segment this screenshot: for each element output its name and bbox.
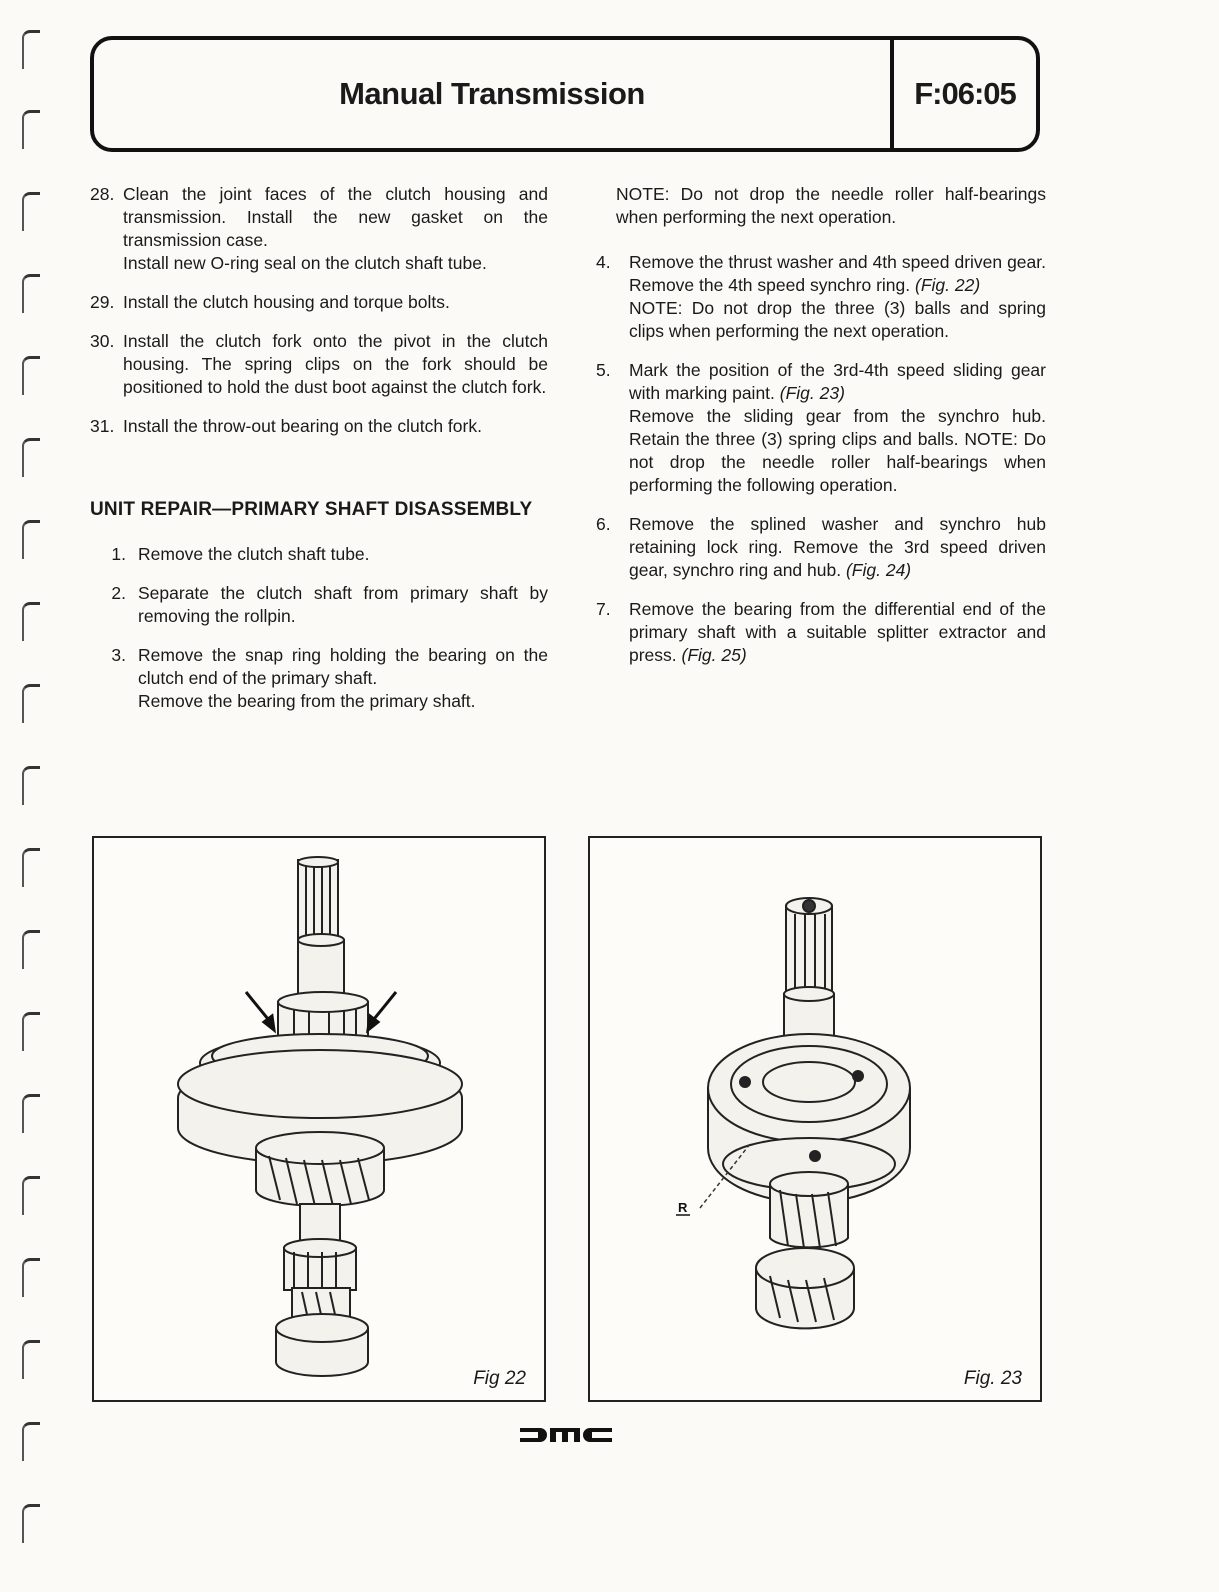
step-6 xyxy=(596,513,1046,582)
step-text: Remove the bearing from the differential end of the primary shaft with a suitable splitter extractor and press. xyxy=(629,599,1046,665)
step-text: Install the clutch fork onto the pivot in the clutch housing. The spring clips on the fork should be positioned to hold the dust boot against the clutch fork. xyxy=(123,331,548,397)
synchro-hub-illustration xyxy=(590,838,1040,1400)
primary-shaft-illustration xyxy=(94,838,544,1400)
figure-label-r: R xyxy=(678,1200,688,1215)
step-number: 5. xyxy=(596,360,611,380)
figure-reference: (Fig. 23) xyxy=(779,383,845,403)
dmc-logo-icon xyxy=(520,1424,612,1446)
figure-22 xyxy=(92,836,546,1402)
page-header xyxy=(90,36,1040,152)
step-number: 7. xyxy=(596,599,611,619)
step-text: Remove the thrust washer and 4th speed driven gear. Remove the 4th speed synchro ring. xyxy=(629,252,1046,295)
section-heading: UNIT REPAIR—PRIMARY SHAFT DISASSEMBLY xyxy=(90,499,533,520)
page-code: F:06:05 xyxy=(914,76,1016,111)
step-1 xyxy=(90,543,548,566)
step-28 xyxy=(90,183,548,275)
step-number: 30. xyxy=(90,331,115,351)
step-text: Remove the bearing from the primary shaft. xyxy=(138,691,476,711)
left-column xyxy=(90,183,548,729)
step-text: Install the throw-out bearing on the clutch fork. xyxy=(123,416,482,436)
step-4 xyxy=(596,251,1046,343)
note-text: NOTE: Do not drop the needle roller half-bearings when performing the next operation. xyxy=(616,184,1046,227)
step-note: Remove the sliding gear from the synchro hub. Retain the three (3) spring clips and balls. NOTE: Do not drop the needle roller half-bearings when performing the following operation. xyxy=(629,406,1046,495)
step-30 xyxy=(90,330,548,399)
step-3 xyxy=(90,644,548,713)
step-text: Install new O-ring seal on the clutch shaft tube. xyxy=(123,253,487,273)
step-number: 31. xyxy=(90,416,115,436)
step-5 xyxy=(596,359,1046,497)
step-text: Remove the snap ring holding the bearing on the clutch end of the primary shaft. xyxy=(138,645,548,688)
binder-holes xyxy=(22,30,52,1570)
step-text: Mark the position of the 3rd-4th speed sliding gear with marking paint. xyxy=(629,360,1046,403)
step-number: 28. xyxy=(90,184,115,204)
step-number: 6. xyxy=(596,514,611,534)
step-number: 2. xyxy=(111,583,126,603)
step-text: Separate the clutch shaft from primary shaft by removing the rollpin. xyxy=(138,583,548,626)
step-7 xyxy=(596,598,1046,667)
step-number: 1. xyxy=(111,544,126,564)
figure-23 xyxy=(588,836,1042,1402)
step-2 xyxy=(90,582,548,628)
step-text: Remove the clutch shaft tube. xyxy=(138,544,370,564)
step-number: 29. xyxy=(90,292,115,312)
figure-reference: (Fig. 25) xyxy=(681,645,747,665)
figure-reference: (Fig. 24) xyxy=(845,560,912,580)
step-29 xyxy=(90,291,548,314)
right-column xyxy=(596,183,1046,683)
step-note: NOTE: Do not drop the three (3) balls and spring clips when performing the next operation. xyxy=(629,298,1046,341)
figure-caption: Fig. 23 xyxy=(963,1368,1022,1389)
step-text: Install the clutch housing and torque bolts. xyxy=(123,292,450,312)
dmc-logo xyxy=(520,1424,612,1451)
step-text: Clean the joint faces of the clutch housing and transmission. Install the new gasket on the transmission case. xyxy=(123,184,548,250)
step-text: Remove the splined washer and synchro hub retaining lock ring. Remove the 3rd speed driven gear, synchro ring and hub. xyxy=(629,514,1046,580)
step-number: 4. xyxy=(596,252,611,272)
step-31 xyxy=(90,415,548,438)
step-number: 3. xyxy=(111,645,126,665)
page-title: Manual Transmission xyxy=(339,76,645,111)
figure-caption: Fig 22 xyxy=(473,1368,526,1389)
figure-reference: (Fig. 22) xyxy=(915,275,981,295)
